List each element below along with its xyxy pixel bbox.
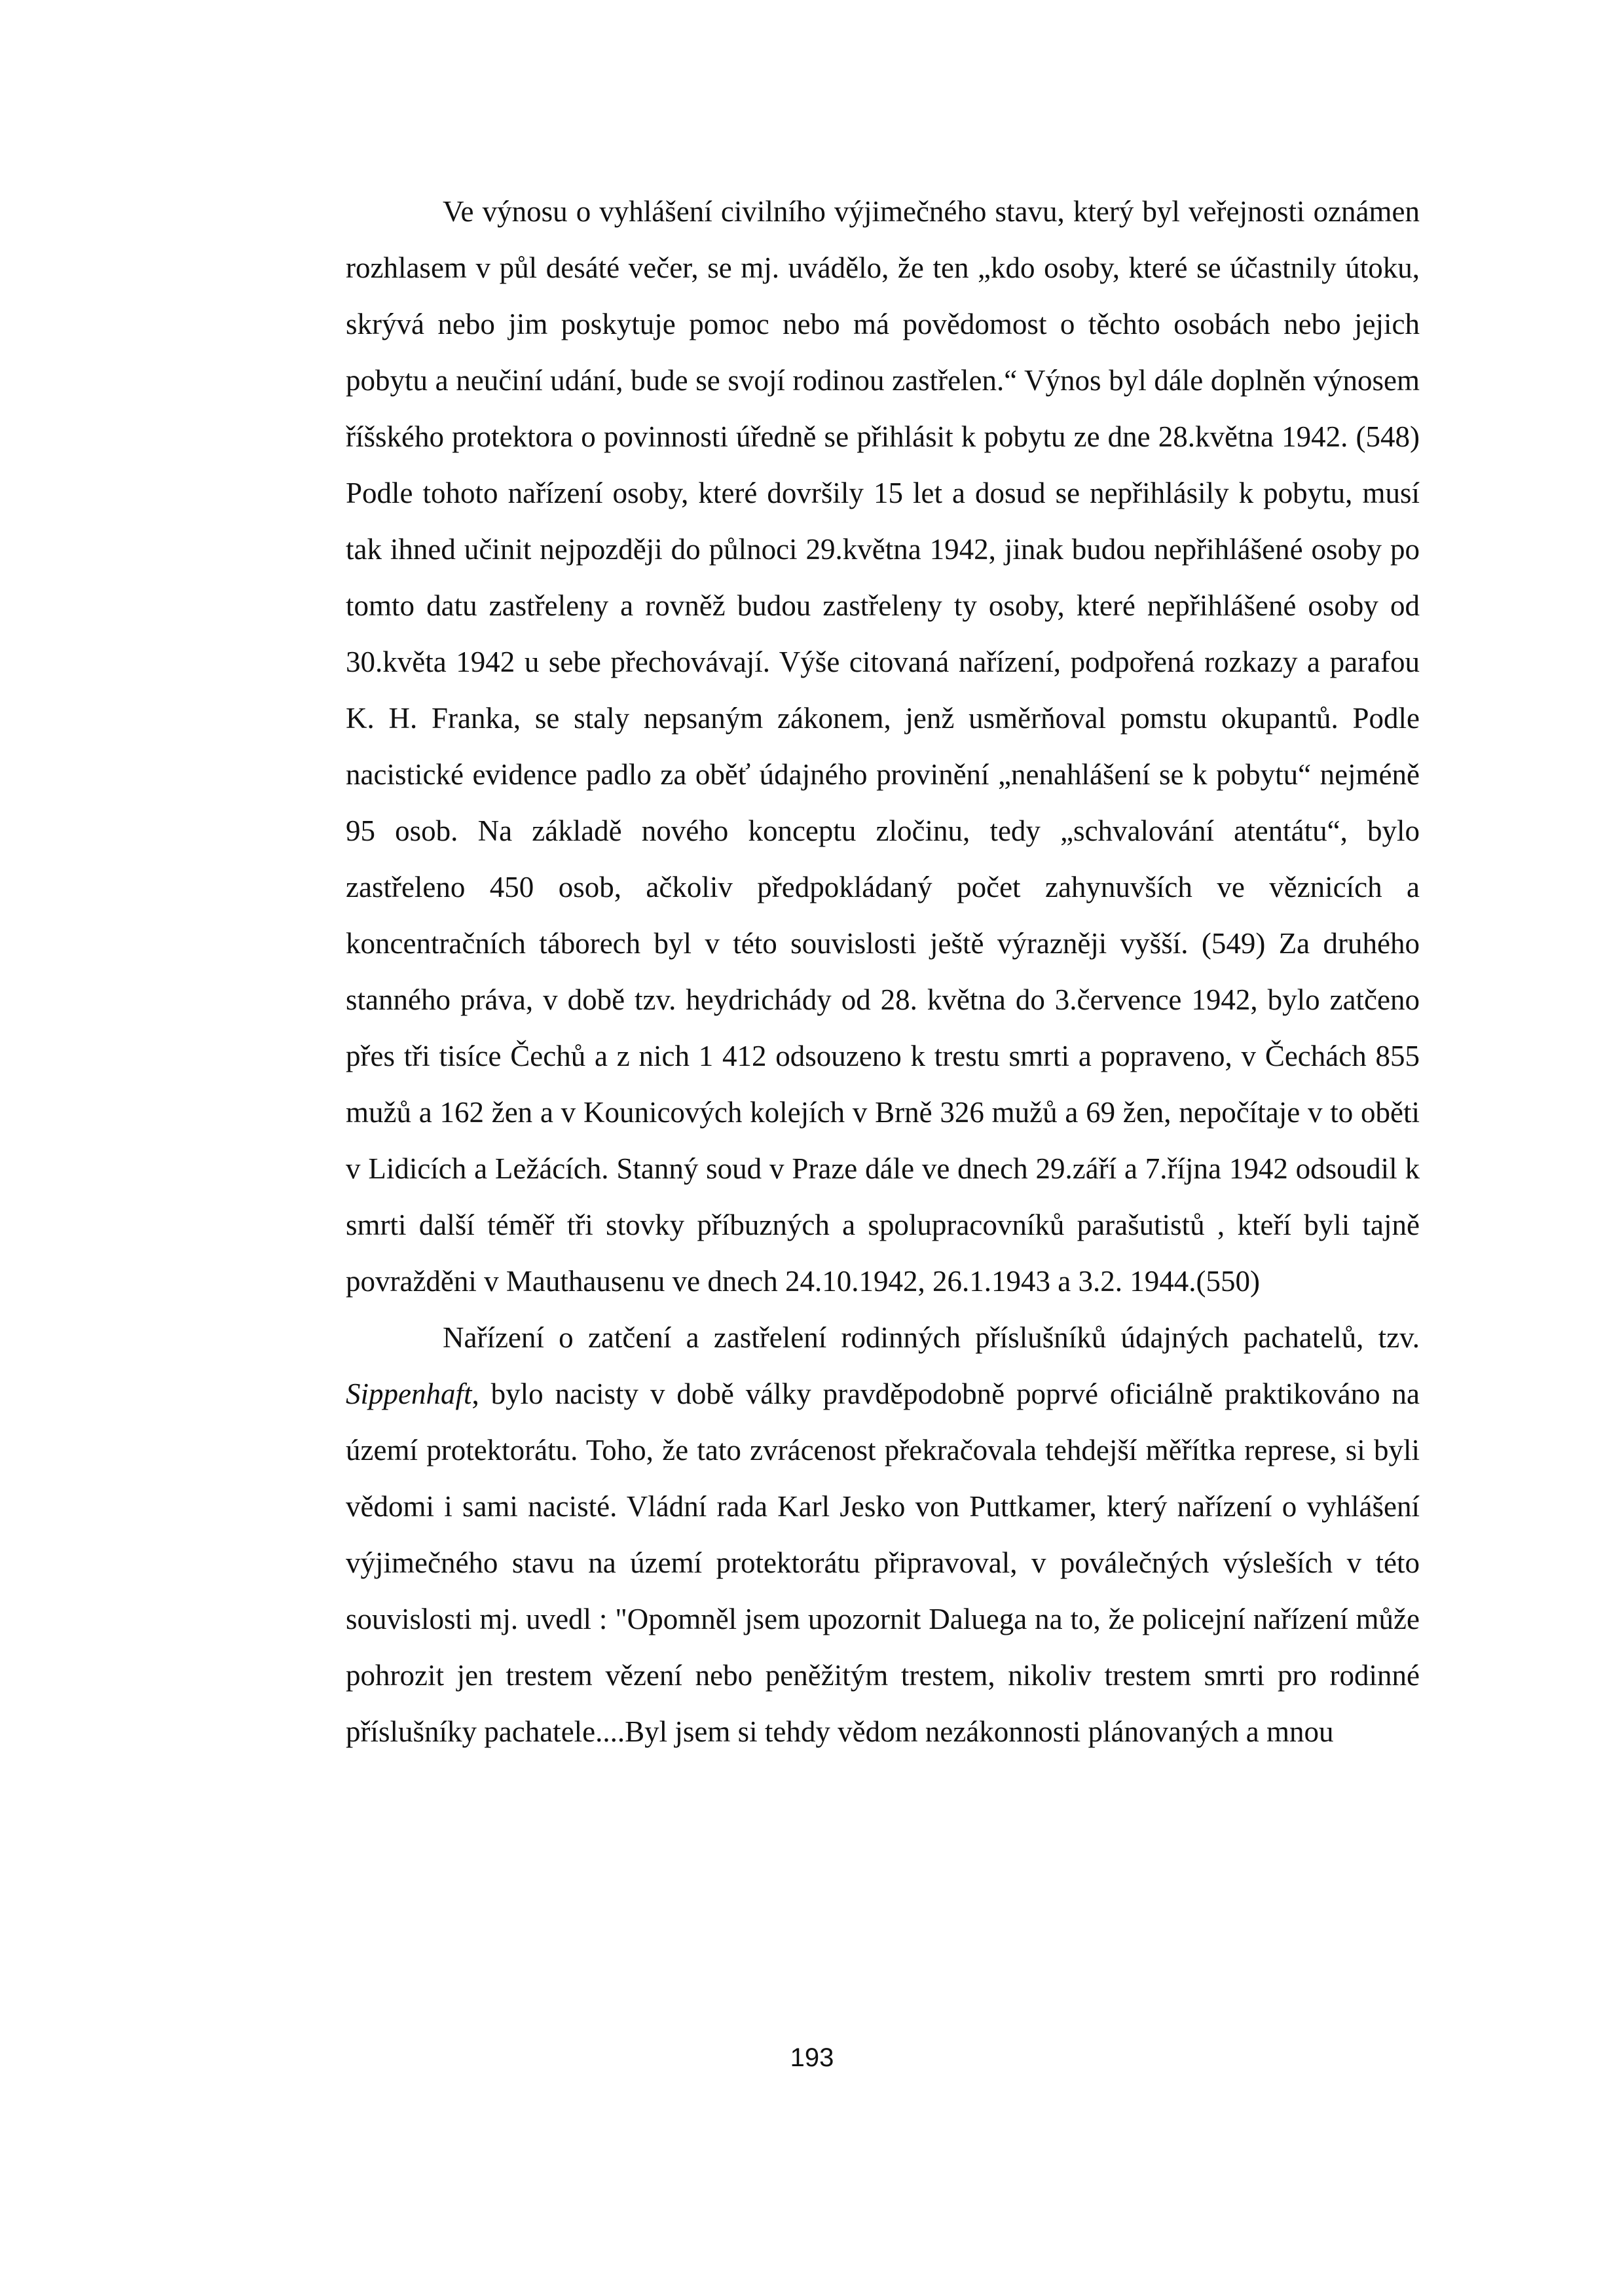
page-number: 193: [790, 2043, 834, 2072]
paragraph-2-italic-term: Sippenhaft: [346, 1377, 472, 1410]
paragraph-2: [346, 1309, 1420, 1760]
paragraph-2-end: , bylo nacisty v době války pravděpodobně poprvé oficiálně praktikováno na území protektorátu. Toho, že tato zvrácenost překračovala tehdejší měřítka represe, si byli vědomi i sami nacisté. Vládní rada Karl Jesko von Puttkamer, který nařízení o vyhlášení výjimečného stavu na území protektorátu připravoval, v poválečných výsleších v této souvislosti mj. uvedl : "Opomněl jsem upozornit Daluega na to, že policejní nařízení může pohrozit jen trestem vězení nebo peněžitým trestem, nikoliv trestem smrti pro rodinné příslušníky pachatele....Byl jsem si tehdy vědom nezákonnosti plánovaných a mnou: [346, 1377, 1420, 1748]
paragraph-2-start: Nařízení o zatčení a zastřelení rodinných příslušníků údajných pachatelů, tzv.: [443, 1321, 1420, 1354]
document-body: [346, 183, 1420, 1760]
paragraph-1: Ve výnosu o vyhlášení civilního výjimečného stavu, který byl veřejnosti oznámen rozhlasem v půl desáté večer, se mj. uvádělo, že ten „kdo osoby, které se účastnily útoku, skrývá nebo jim poskytuje pomoc nebo má povědomost o těchto osobách nebo jejich pobytu a neučiní udání, bude se svojí rodinou zastřelen.“ Výnos byl dále doplněn výnosem říšského protektora o povinnosti úředně se přihlásit k pobytu ze dne 28.května 1942. (548) Podle tohoto nařízení osoby, které dovršily 15 let a dosud se nepřihlásily k pobytu, musí tak ihned učinit nejpozději do půlnoci 29.května 1942, jinak budou nepřihlášené osoby po tomto datu zastřeleny a rovněž budou zastřeleny ty osoby, které nepřihlášené osoby od 30.květa 1942 u sebe přechovávají. Výše citovaná nařízení, podpořená rozkazy a parafou K. H. Franka, se staly nepsaným zákonem, jenž usměrňoval pomstu okupantů. Podle nacistické evidence padlo za oběť údajného provinění „nenahlášení se k pobytu“ nejméně 95 osob. Na základě nového konceptu zločinu, tedy „schvalování atentátu“, bylo zastřeleno 450 osob, ačkoliv předpokládaný počet zahynuvších ve věznicích a koncentračních táborech byl v této souvislosti ještě výrazněji vyšší. (549) Za druhého stanného práva, v době tzv. heydrichády od 28. května do 3.července 1942, bylo zatčeno přes tři tisíce Čechů a z nich 1 412 odsouzeno k trestu smrti a popraveno, v Čechách 855 mužů a 162 žen a v Kounicových kolejích v Brně 326 mužů a 69 žen, nepočítaje v to oběti v Lidicích a Ležácích. Stanný soud v Praze dále ve dnech 29.září a 7.října 1942 odsoudil k smrti další téměř tři stovky příbuzných a spolupracovníků parašutistů , kteří byli tajně povražděni v Mauthausenu ve dnech 24.10.1942, 26.1.1943 a 3.2. 1944.(550): [346, 195, 1420, 1298]
